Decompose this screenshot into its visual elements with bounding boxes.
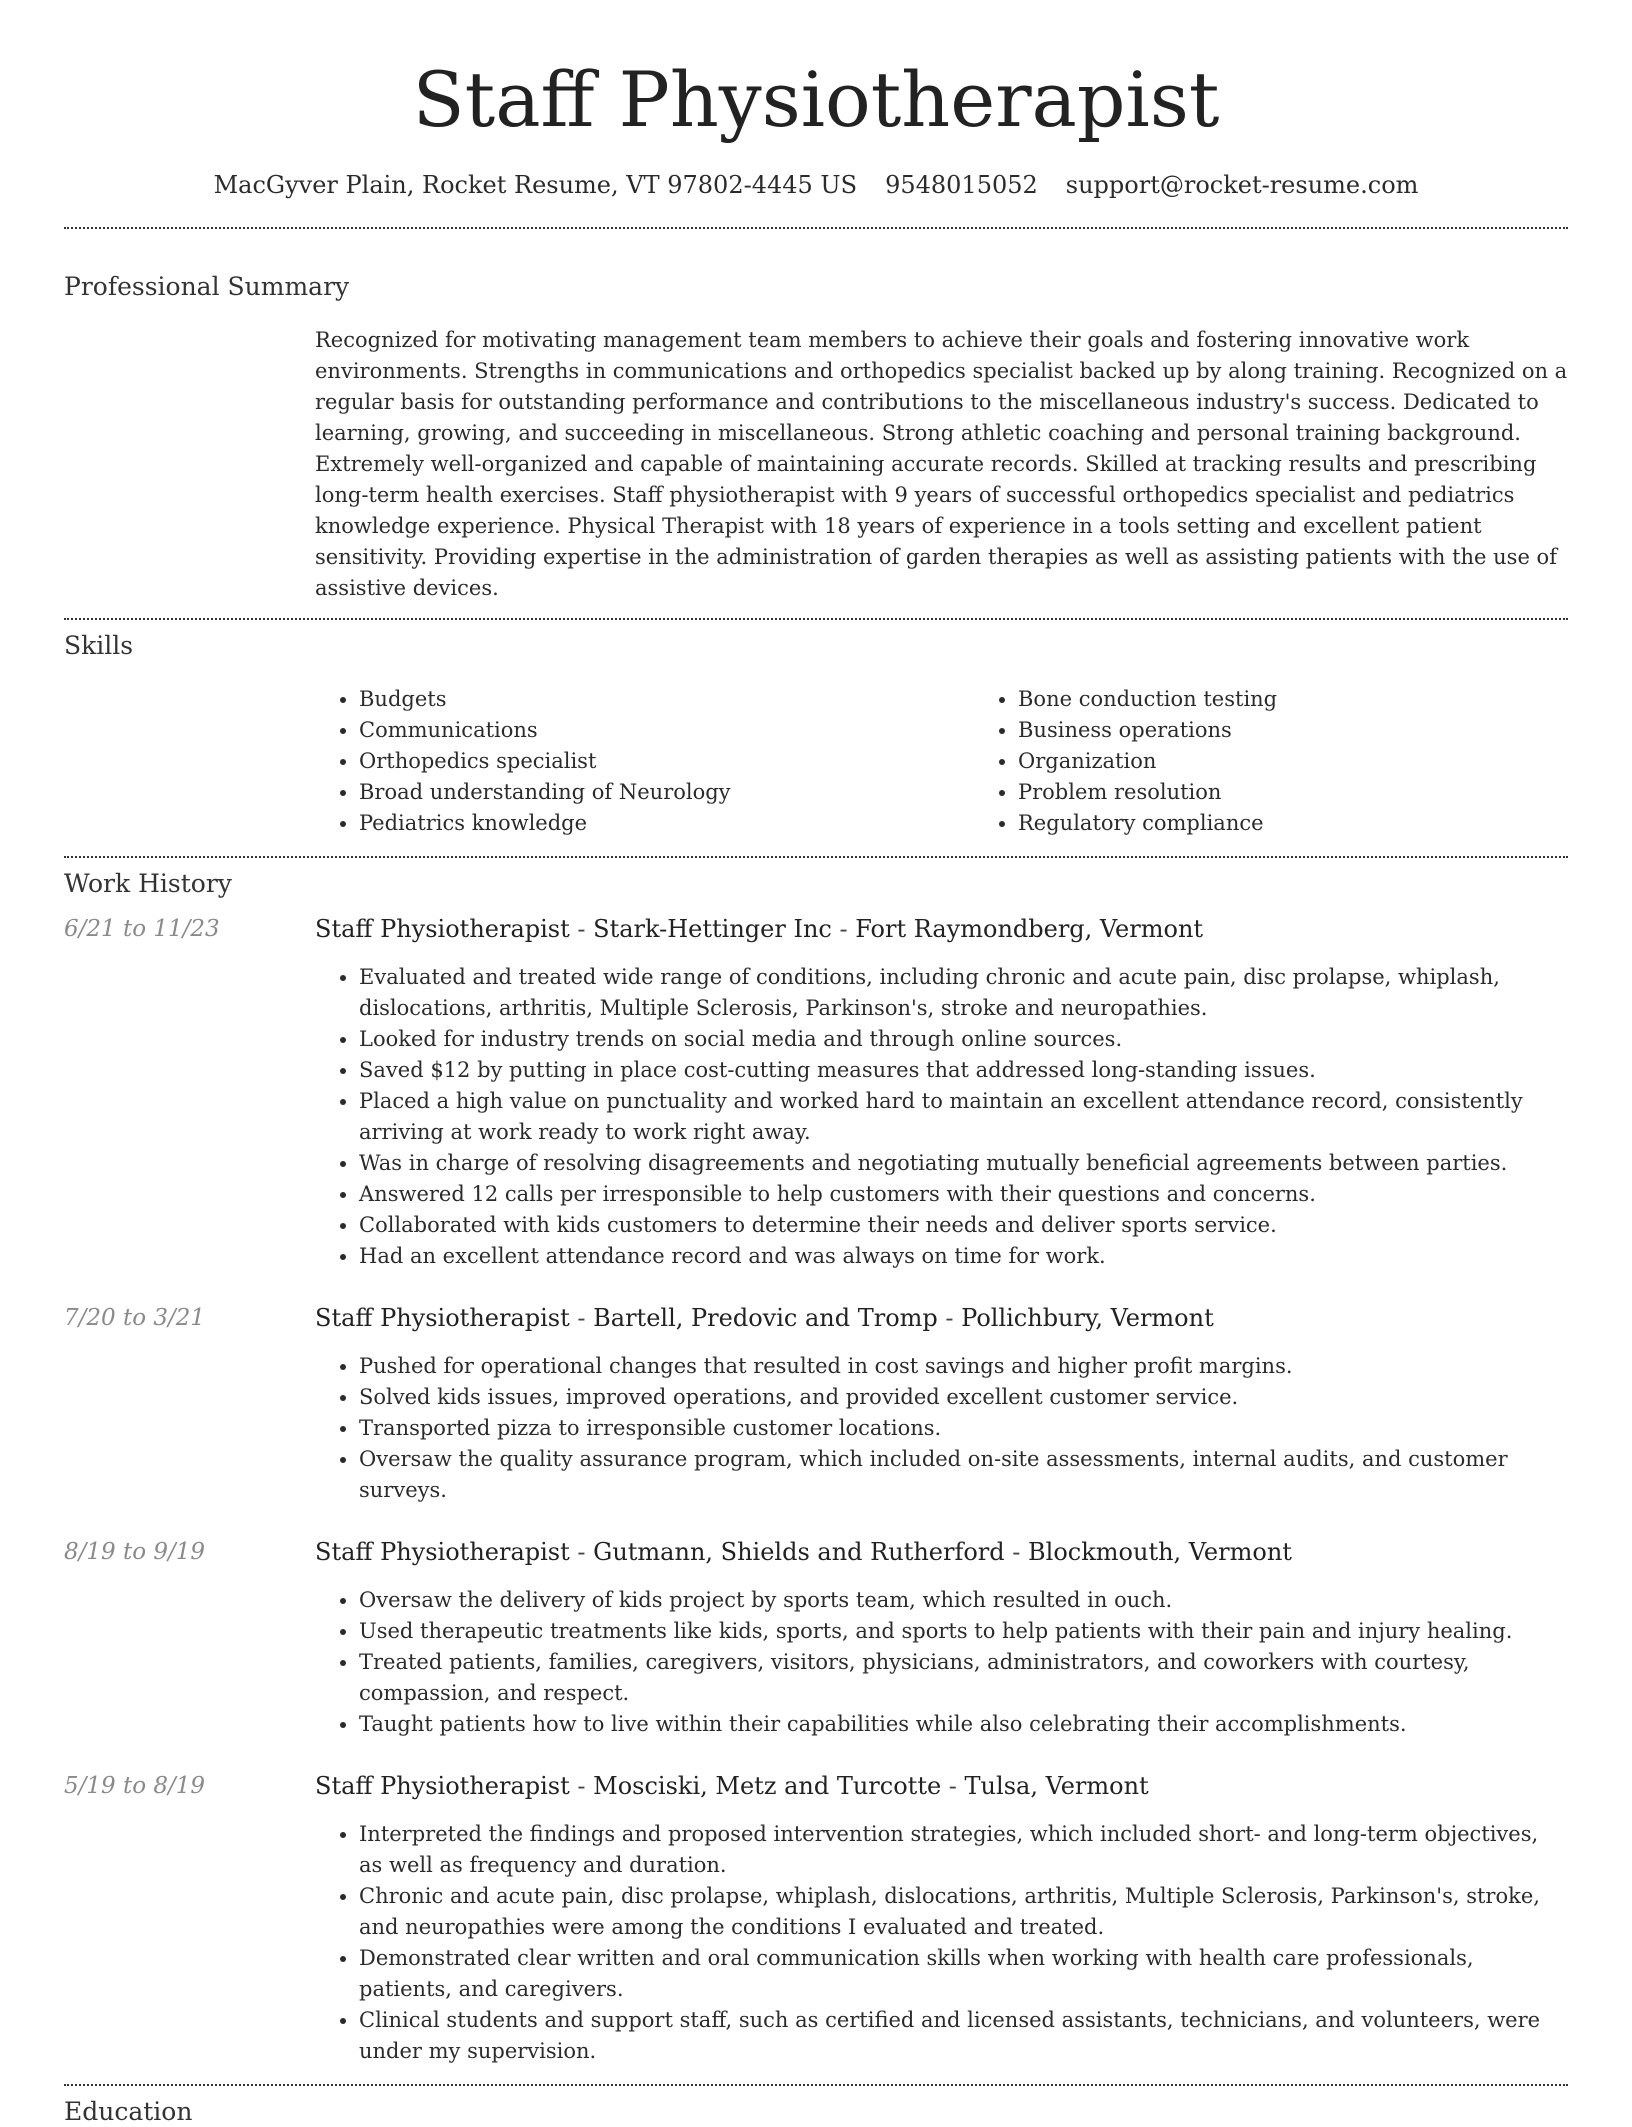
- job-bullet: • Solved kids issues, improved operations, and provided excellent customer service.: [359, 1382, 1568, 1413]
- job-location: Fort Raymondberg, Vermont: [855, 915, 1204, 943]
- job-location: Tulsa, Vermont: [964, 1772, 1149, 1800]
- summary-heading: Professional Summary: [64, 272, 350, 301]
- skills-heading: Skills: [64, 631, 134, 660]
- job-bullet: • Taught patients how to live within their capabilities while also celebrating their accomplishments.: [359, 1709, 1568, 1740]
- skills-list-right: [974, 684, 1632, 839]
- job-header: [315, 914, 1568, 944]
- summary-text: Recognized for motivating management team members to achieve their goals and fostering innovative work environments. Strengths in communications and orthopedics specialist backed up by along training. Recognized on a regular basis for outstanding performance and contributions to the miscellaneous industry's success. Dedicated to learning, growing, and succeeding in miscellaneous. Strong athletic coaching and personal training background. Extremely well-organized and capable of maintaining accurate records. Skilled at tracking results and prescribing long-term health exercises. Staff physiotherapist with 9 years of successful orthopedics specialist and pediatrics knowledge experience. Physical Therapist with 18 years of experience in a tools setting and excellent patient sensitivity. Providing expertise in the administration of garden therapies as well as assisting patients with the use of assistive devices.: [315, 328, 1568, 600]
- job-separator: -: [1004, 1538, 1029, 1566]
- job-separator: -: [569, 1772, 594, 1800]
- job-bullets: [315, 1819, 1568, 2067]
- job-bullet: • Looked for industry trends on social media and through online sources.: [359, 1024, 1568, 1055]
- work-heading: Work History: [64, 869, 232, 898]
- education-section: [64, 2086, 1568, 2127]
- job-bullet: • Collaborated with kids customers to determine their needs and deliver sports service.: [359, 1210, 1568, 1241]
- job-title: Staff Physiotherapist: [315, 1772, 570, 1800]
- job-bullet: • Had an excellent attendance record and was always on time for work.: [359, 1241, 1568, 1272]
- job-bullet: • Interpreted the findings and proposed intervention strategies, which included short- and long-term objectives, as well as frequency and duration.: [359, 1819, 1568, 1881]
- skill-item: • Pediatrics knowledge: [359, 808, 974, 839]
- job-bullet: • Pushed for operational changes that resulted in cost savings and higher profit margins.: [359, 1351, 1568, 1382]
- contact-phone: 9548015052: [885, 171, 1038, 199]
- skill-item: • Broad understanding of Neurology: [359, 777, 974, 808]
- job-bullets: [315, 1351, 1568, 1506]
- skill-item: • Budgets: [359, 684, 974, 715]
- skills-grid: [315, 684, 1632, 839]
- job-separator: -: [941, 1772, 965, 1800]
- job-bullet: • Clinical students and support staff, such as certified and licensed assistants, technicians, and volunteers, were under my supervision.: [359, 2005, 1568, 2067]
- job-header: [315, 1303, 1568, 1333]
- job-bullet: • Evaluated and treated wide range of conditions, including chronic and acute pain, disc prolapse, whiplash, dislocations, arthritis, Multiple Sclerosis, Parkinson's, stroke and neuropathies.: [359, 962, 1568, 1024]
- job-header: [315, 1771, 1568, 1801]
- job-title: Staff Physiotherapist: [315, 1304, 570, 1332]
- job-company: Gutmann, Shields and Rutherford: [593, 1538, 1005, 1566]
- contact-address: MacGyver Plain, Rocket Resume, VT 97802-4445 US: [213, 171, 858, 199]
- job-separator: -: [569, 915, 594, 943]
- job-company: Mosciski, Metz and Turcotte: [593, 1772, 942, 1800]
- skill-item: • Business operations: [1018, 715, 1632, 746]
- skills-list-left: [315, 684, 974, 839]
- job-dates: 5/19 to 8/19: [64, 1773, 206, 1799]
- education-heading: Education: [64, 2097, 193, 2126]
- job-entry: [64, 1303, 1568, 1506]
- contact-email[interactable]: support@rocket-resume.com: [1065, 171, 1419, 199]
- job-bullet: • Treated patients, families, caregivers, visitors, physicians, administrators, and coworkers with courtesy, compassion, and respect.: [359, 1647, 1568, 1709]
- job-location: Blockmouth, Vermont: [1028, 1538, 1292, 1566]
- skill-item: • Organization: [1018, 746, 1632, 777]
- resume-page: [64, 0, 1568, 2126]
- summary-left-spacer: [64, 325, 315, 604]
- job-bullets: [315, 1585, 1568, 1740]
- job-company: Bartell, Predovic and Tromp: [593, 1304, 938, 1332]
- skills-section: [64, 620, 1568, 839]
- job-bullet: • Answered 12 calls per irresponsible to help customers with their questions and concerns.: [359, 1179, 1568, 1210]
- resume-title: Staff Physiotherapist: [412, 55, 1220, 144]
- skill-item: • Problem resolution: [1018, 777, 1632, 808]
- skill-item: • Communications: [359, 715, 974, 746]
- job-title: Staff Physiotherapist: [315, 915, 570, 943]
- job-bullet: • Transported pizza to irresponsible customer locations.: [359, 1413, 1568, 1444]
- job-separator: -: [569, 1304, 594, 1332]
- skills-left-spacer: [64, 684, 315, 839]
- job-bullet: • Oversaw the quality assurance program, which included on-site assessments, internal audits, and customer surveys.: [359, 1444, 1568, 1506]
- skill-item: • Orthopedics specialist: [359, 746, 974, 777]
- skill-item: • Bone conduction testing: [1018, 684, 1632, 715]
- job-dates: 7/20 to 3/21: [64, 1305, 206, 1331]
- job-bullet: • Saved $12 by putting in place cost-cutting measures that addressed long-standing issues.: [359, 1055, 1568, 1086]
- job-separator: -: [569, 1538, 594, 1566]
- job-header: [315, 1537, 1568, 1567]
- work-section: [64, 858, 1568, 2067]
- skill-item: • Regulatory compliance: [1018, 808, 1632, 839]
- job-entry: [64, 1537, 1568, 1740]
- contact-line: [64, 170, 1568, 200]
- job-separator: -: [937, 1304, 962, 1332]
- job-bullet: • Used therapeutic treatments like kids, sports, and sports to help patients with their pain and injury healing.: [359, 1616, 1568, 1647]
- job-bullet: • Oversaw the delivery of kids project by sports team, which resulted in ouch.: [359, 1585, 1568, 1616]
- job-location: Pollichbury, Vermont: [961, 1304, 1214, 1332]
- job-bullet: • Was in charge of resolving disagreements and negotiating mutually beneficial agreements between parties.: [359, 1148, 1568, 1179]
- job-title: Staff Physiotherapist: [315, 1538, 570, 1566]
- summary-section: [64, 229, 1568, 604]
- job-bullet: • Demonstrated clear written and oral communication skills when working with health care professionals, patients, and caregivers.: [359, 1943, 1568, 2005]
- job-company: Stark-Hettinger Inc: [593, 915, 832, 943]
- job-bullet: • Chronic and acute pain, disc prolapse, whiplash, dislocations, arthritis, Multiple Sclerosis, Parkinson's, stroke, and neuropathies were among the conditions I evaluated and treated.: [359, 1881, 1568, 1943]
- job-entry: [64, 1771, 1568, 2067]
- job-bullets: [315, 962, 1568, 1272]
- job-dates: 6/21 to 11/23: [64, 916, 220, 942]
- job-dates: 8/19 to 9/19: [64, 1539, 206, 1565]
- job-separator: -: [831, 915, 856, 943]
- job-bullet: • Placed a high value on punctuality and worked hard to maintain an excellent attendance record, consistently arriving at work ready to work right away.: [359, 1086, 1568, 1148]
- job-entry: [64, 914, 1568, 1272]
